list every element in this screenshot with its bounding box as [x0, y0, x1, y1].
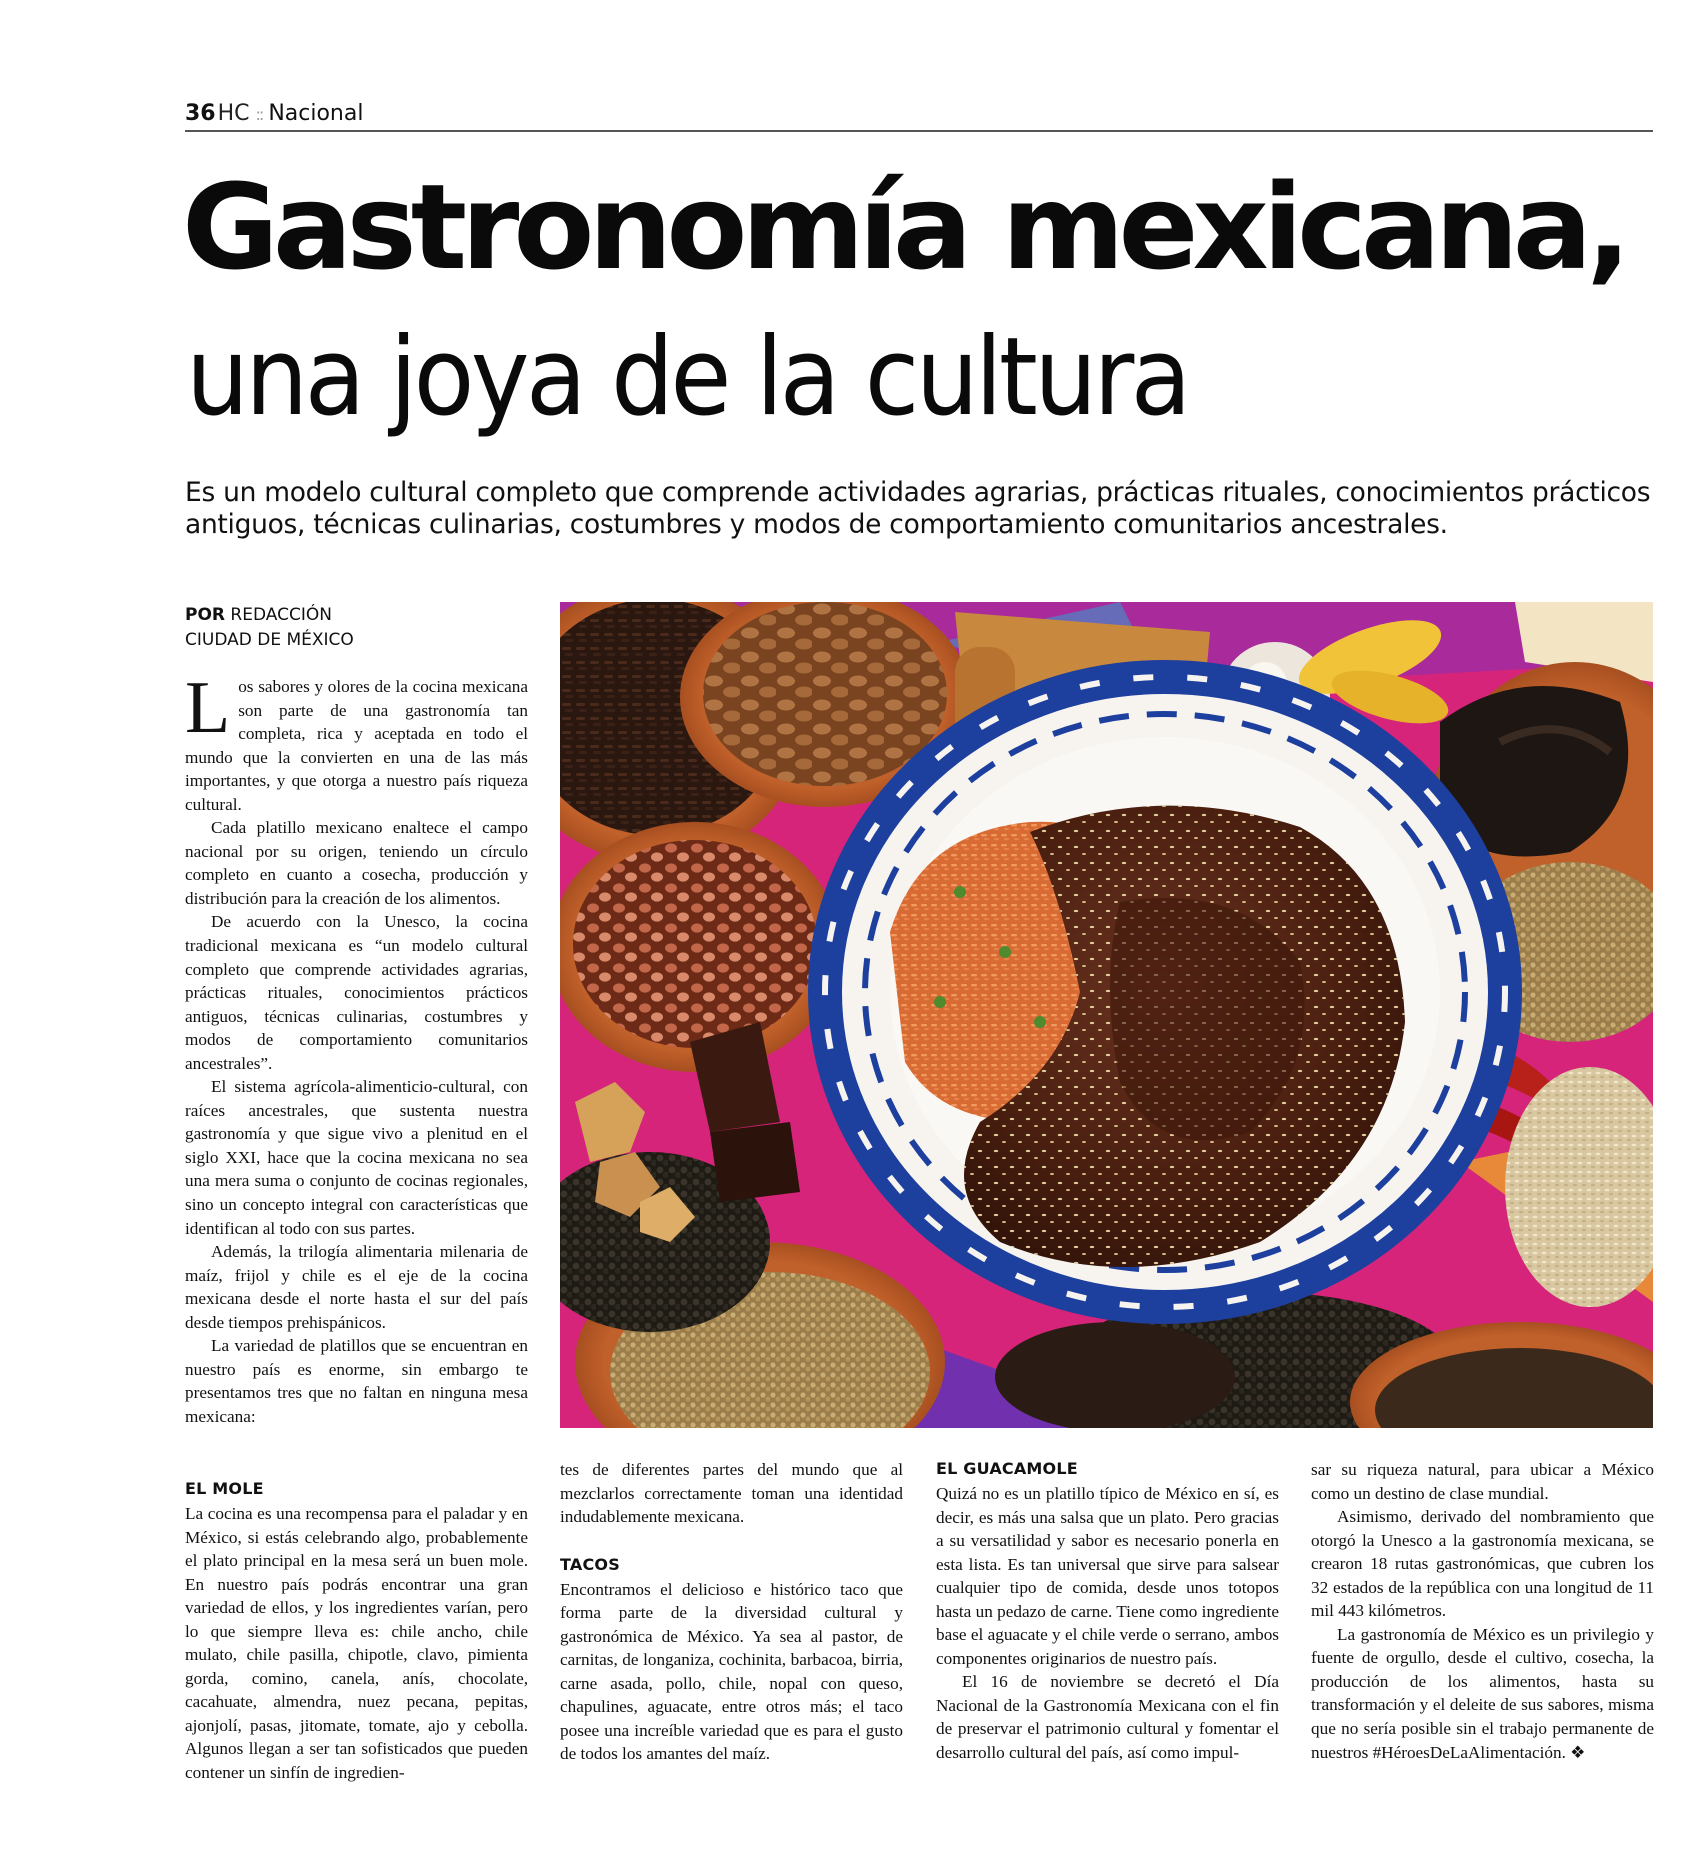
drop-cap: L — [185, 667, 231, 749]
section-head-mole: EL MOLE — [185, 1479, 264, 1498]
paragraph-7: El 16 de noviembre se decretó el Día Nacional de la Gastronomía Mexicana con el fin de preservar el patrimonio cultural y fomentar el desarrollo cultural del país, así como impul- — [936, 1672, 1279, 1763]
article-deck: Es un modelo cultural completo que comprende actividades agrarias, prácticas rituales, conocimientos prácticos antiguos, técnicas culinarias, costumbres y modos de comportamiento comunitarios ancestrales. — [185, 477, 1651, 540]
paragraph-2: Cada platillo mexicano enaltece el campo nacional por su origen, teniendo un círculo completo en cuanto a cosecha, producción y distribución para la creación de los alimentos. — [185, 818, 528, 908]
paragraph-8: Asimismo, derivado del nombramiento que otorgó la Unesco a la gastronomía mexicana, se crearon 18 rutas gastronómicas, que cubren los 32 estados de la república con una longitud de 11 mil 443 kilómetros. — [1311, 1507, 1654, 1621]
publication-name: HC — [217, 101, 250, 126]
paragraph-4: El sistema agrícola-alimenticio-cultural, con raíces ancestrales, que sustenta nuestra gastronomía y que sigue vivo a plenitud en el siglo XXI, hace que la cocina mexicana no sea una mera suma o conjunto de cocinas regionales, sino un concepto integral con características que identifican al todo con sus partes. — [185, 1077, 528, 1238]
page-number: 36 — [185, 101, 216, 126]
article-column-2 — [560, 1458, 903, 1766]
article-column-4 — [1311, 1458, 1654, 1764]
byline-place: CIUDAD DE MÉXICO — [185, 630, 354, 650]
end-mark-icon: ❖ — [1570, 1742, 1586, 1762]
running-head — [185, 100, 1653, 132]
food-photo — [560, 602, 1653, 1428]
mole-continuation: tes de diferentes partes del mundo que al mezclarlos correctamente toman una identidad indudablemente mexicana. — [560, 1460, 903, 1527]
article-column-1 — [185, 667, 528, 1429]
paragraph-5: Además, la trilogía alimentaria milenaria de maíz, frijol y chile es el eje de la cocina mexicana desde el norte hasta el sur del país desde tiempos prehispánicos. — [185, 1242, 528, 1332]
byline-por: POR — [185, 605, 226, 625]
headline-main: Gastronomía mexicana, — [182, 158, 1626, 296]
paragraph-6: La variedad de platillos que se encuentran en nuestro país es enorme, sin embargo te presentamos tres que no faltan en ninguna mesa mexicana: — [185, 1336, 528, 1426]
section-head-tacos: TACOS — [560, 1554, 620, 1574]
guacamole-paragraph: Quizá no es un platillo típico de México en sí, es decir, es más una salsa que un plato. Pero gracias a su versatilidad y sabor es necesario ponerla en esta lista. Es tan universal que sirve para salsear cualquier tipo de comida, desde unos totopos hasta un pedazo de carne. Tiene como ingrediente base el aguacate y el chile verde o serrano, ambos componentes originarios de nuestro país. — [936, 1484, 1279, 1668]
headline-secondary: una joya de la cultura — [186, 315, 1188, 440]
paragraph-9-text: La gastronomía de México es un privilegio y fuente de orgullo, desde el cultivo, cosecha, la producción de los alimentos, hasta su transformación y el deleite de sus sabores, misma que no sería posible sin el trabajo permanente de nuestros #HéroesDeLaAlimentación. — [1311, 1624, 1654, 1762]
section-head-guacamole: EL GUACAMOLE — [936, 1459, 1078, 1478]
section-name: Nacional — [268, 101, 364, 126]
tacos-paragraph: Encontramos el delicioso e histórico taco que forma parte de la diversidad cultural y gastronómica de México. Ya sea al pastor, de carnitas, de longaniza, cochinita, barbacoa, birria, carne asada, pollo, chile, nopal con queso, chapulines, aguacate, entre otros más; el taco posee una increíble variedad que es para el gusto de todos los amantes del maíz. — [560, 1579, 903, 1764]
section-separator: :: — [255, 105, 263, 124]
paragraph-9 — [1311, 1623, 1654, 1764]
paragraph-1: os sabores y olores de la cocina mexicana son parte de una gastronomía tan completa, rica y aceptada en todo el mundo que la convierten en una de las más importantes, y que otorga a nuestro país riqueza cultural. — [185, 677, 528, 814]
byline-author: REDACCIÓN — [230, 605, 332, 625]
mole-section — [185, 1478, 528, 1785]
article-column-3 — [936, 1458, 1279, 1765]
mole-paragraph: La cocina es una recompensa para el paladar y en México, si estás celebrando algo, probablemente el plato principal en la mesa será un buen mole. En nuestro país podrás encontrar una gran variedad de ellos, y los ingredientes varían, pero lo que siempre lleva es: chile ancho, chile mulato, chile pasilla, chipotle, clavo, pimienta gorda, comino, canela, anís, chocolate, cacahuate, almendra, nuez pecana, pepitas, ajonjolí, pasas, jitomate, tomate, ajo y cebolla. Algunos llegan a ser tan sofisticados que pueden contener un sinfín de ingredien- — [185, 1504, 528, 1783]
byline — [185, 603, 354, 653]
paragraph-3: De acuerdo con la Unesco, la cocina tradicional mexicana es “un modelo cultural completo que comprende actividades agrarias, prácticas rituales, conocimientos prácticos antiguos, técnicas culinarias, costumbres y modos de comportamiento comunitarios ancestrales”. — [185, 912, 528, 1073]
paragraph-7-continuation: sar su riqueza natural, para ubicar a México como un destino de clase mundial. — [1311, 1460, 1654, 1503]
